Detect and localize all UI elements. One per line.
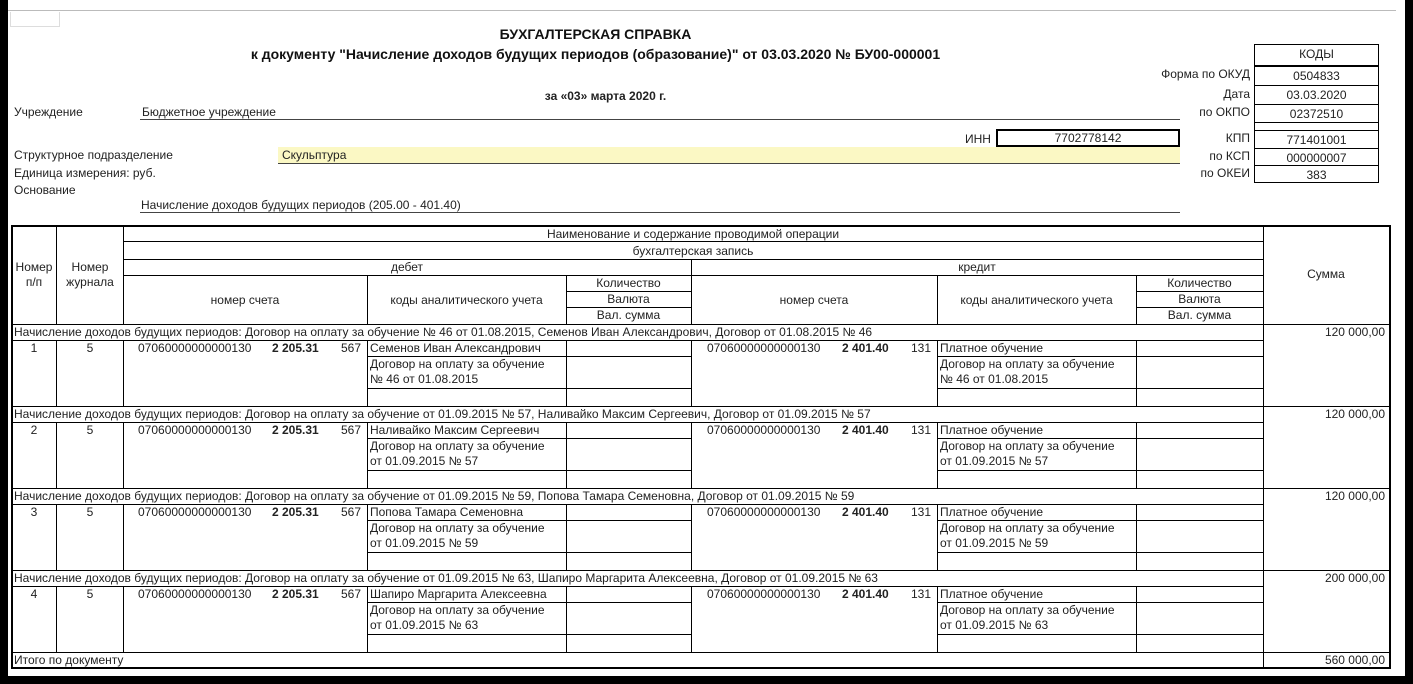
debit-analytic-1: Шапиро Маргарита Алексеевна [370, 587, 547, 601]
credit-analytic-2b: от 01.09.2015 № 63 [940, 618, 1049, 632]
total-sum: 560 000,00 [1324, 653, 1385, 667]
codes-okpo-value: 02372510 [1255, 104, 1378, 123]
debit-analytic-2a: Договор на оплату за обучение [370, 439, 545, 453]
basis-value: Начисление доходов будущих периодов (205.00 - 401.40) [141, 198, 461, 212]
row-sep [1136, 340, 1137, 406]
row-journal: 5 [86, 341, 94, 355]
hdr-debit-currency: Валюта [607, 292, 650, 306]
division-label: Структурное подразделение [14, 148, 173, 162]
debit-analytic-2b: от 01.09.2015 № 57 [370, 454, 479, 468]
row-num: 2 [30, 423, 38, 437]
debit-kosgu: 567 [341, 505, 362, 519]
credit-analytic-1: Платное обучение [940, 505, 1044, 519]
row-sep [566, 504, 567, 570]
debit-analytic-2b: № 46 от 01.08.2015 [370, 372, 479, 386]
debit-analytic-2b: от 01.09.2015 № 59 [370, 536, 479, 550]
group-4 [8, 570, 1405, 652]
credit-analytic-2a: Договор на оплату за обучение [940, 439, 1115, 453]
inn-value: 7702778142 [996, 129, 1180, 147]
debit-analytic-2a: Договор на оплату за обучение [370, 603, 545, 617]
credit-account: 07060000000000130 [707, 587, 821, 601]
row-sep [1263, 324, 1264, 406]
hdr-debit-account: номер счета [210, 293, 280, 307]
row-journal: 5 [86, 587, 94, 601]
credit-kosgu: 131 [911, 587, 932, 601]
group-sum: 120 000,00 [1324, 489, 1385, 503]
debit-account: 07060000000000130 [138, 587, 252, 601]
credit-account: 07060000000000130 [707, 341, 821, 355]
institution-label: Учреждение [14, 105, 83, 119]
debit-account: 07060000000000130 [138, 423, 252, 437]
codes-okpo-label: по ОКПО [1199, 105, 1250, 119]
inn-label: ИНН [965, 132, 991, 146]
row-line [367, 388, 691, 389]
credit-analytic-1: Платное обучение [940, 423, 1044, 437]
hdr-debit-cursum: Вал. сумма [596, 308, 661, 322]
debit-analytic-1: Попова Тамара Семеновна [370, 505, 524, 519]
credit-code: 2 401.40 [842, 423, 889, 437]
report-sheet [8, 0, 1405, 676]
hdr-credit-account: номер счета [779, 293, 849, 307]
row-sep [123, 422, 124, 488]
debit-account: 07060000000000130 [138, 341, 252, 355]
hdr-debit-analytic: коды аналитического учета [390, 293, 543, 307]
hdr-line-debit-credit [123, 275, 1263, 276]
row-sep [937, 504, 938, 570]
hdr-num: Номер п/п [15, 260, 53, 289]
credit-code: 2 401.40 [842, 587, 889, 601]
row-num: 4 [30, 587, 38, 601]
credit-analytic-2b: № 46 от 01.08.2015 [940, 372, 1049, 386]
group-3 [8, 488, 1405, 570]
basis-label: Основание [14, 183, 76, 197]
row-sep [691, 586, 692, 652]
hdr-entry: бухгалтерская запись [632, 244, 754, 258]
hdr-journal: Номер журнала [66, 260, 114, 289]
hdr-credit-cursum: Вал. сумма [1167, 308, 1232, 322]
codes-form-value: 0504833 [1255, 65, 1378, 85]
row-num: 3 [30, 505, 38, 519]
row-journal: 5 [86, 423, 94, 437]
row-line [937, 388, 1263, 389]
operations-table [8, 0, 1405, 676]
row-num: 1 [30, 341, 38, 355]
credit-code: 2 401.40 [842, 341, 889, 355]
row-sep [367, 586, 368, 652]
row-sep [691, 422, 692, 488]
codes-okei-value: 383 [1255, 165, 1378, 184]
hdr-credit-qty: Количество [1167, 276, 1232, 290]
report-date: за «03» марта 2020 г. [544, 89, 667, 103]
debit-code: 2 205.31 [272, 341, 319, 355]
codes-kpp-value: 771401001 [1255, 130, 1378, 149]
row-sep [123, 340, 124, 406]
group-title: Начисление доходов будущих периодов: Договор на оплату за обучение от 01.09.2015 № 63, Шапиро Маргарита Алексеевна, Договор от 01.09.2015 № 63 [14, 571, 878, 585]
hdr-sum: Сумма [1307, 267, 1345, 281]
group-sum: 120 000,00 [1324, 407, 1385, 421]
codes-kpp-label: КПП [1225, 131, 1250, 145]
credit-analytic-2a: Договор на оплату за обучение [940, 357, 1115, 371]
hdr-credit-currency: Валюта [1178, 292, 1221, 306]
row-sep [123, 504, 124, 570]
unit-label: Единица измерения: руб. [14, 166, 156, 180]
group-title: Начисление доходов будущих периодов: Договор на оплату за обучение № 46 от 01.08.2015, Семенов Иван Александрович, Договор от 01.08.2015 № 46 [14, 325, 873, 339]
credit-analytic-2a: Договор на оплату за обучение [940, 603, 1115, 617]
row-sep [123, 586, 124, 652]
table-bottom-border [11, 667, 1391, 669]
group-title: Начисление доходов будущих периодов: Договор на оплату за обучение от 01.09.2015 № 57, Наливайко Максим Сергеевич, Договор от 01.09.2015 № 57 [14, 407, 871, 421]
debit-analytic-1: Наливайко Максим Сергеевич [370, 423, 540, 437]
debit-analytic-2b: от 01.09.2015 № 63 [370, 618, 479, 632]
credit-analytic-2b: от 01.09.2015 № 59 [940, 536, 1049, 550]
row-sep [367, 422, 368, 488]
row-sep [937, 422, 938, 488]
credit-kosgu: 131 [911, 341, 932, 355]
credit-kosgu: 131 [911, 423, 932, 437]
row-line [367, 552, 691, 553]
credit-code: 2 401.40 [842, 505, 889, 519]
row-line [367, 470, 691, 471]
debit-analytic-2a: Договор на оплату за обучение [370, 521, 545, 535]
hdr-debit-qty: Количество [596, 276, 661, 290]
debit-kosgu: 567 [341, 587, 362, 601]
group-title: Начисление доходов будущих периодов: Договор на оплату за обучение от 01.09.2015 № 59, Попова Тамара Семеновна, Договор от 01.09.2015 № 59 [14, 489, 855, 503]
row-line [937, 634, 1263, 635]
report-title: БУХГАЛТЕРСКАЯ СПРАВКА [499, 26, 692, 42]
group-sum: 200 000,00 [1324, 571, 1385, 585]
debit-kosgu: 567 [341, 341, 362, 355]
hdr-credit: кредит [958, 260, 996, 274]
debit-code: 2 205.31 [272, 423, 319, 437]
credit-account: 07060000000000130 [707, 505, 821, 519]
row-sep [1136, 504, 1137, 570]
debit-analytic-2a: Договор на оплату за обучение [370, 357, 545, 371]
hdr-operation: Наименование и содержание проводимой операции [546, 227, 840, 241]
row-sep [1263, 488, 1264, 570]
credit-analytic-2b: от 01.09.2015 № 57 [940, 454, 1049, 468]
row-sep [691, 504, 692, 570]
row-line [367, 634, 691, 635]
codes-form-label: Форма по ОКУД [1161, 67, 1250, 81]
row-line [937, 470, 1263, 471]
row-sep [566, 586, 567, 652]
total-label: Итого по документу [14, 653, 124, 667]
codes-ksp-label: по КСП [1209, 149, 1250, 163]
group-2 [8, 406, 1405, 488]
report-subtitle: к документу "Начисление доходов будущих периодов (образование)" от 03.03.2020 № БУ00-000001 [250, 46, 941, 62]
row-sep [1263, 406, 1264, 488]
group-sum: 120 000,00 [1324, 325, 1385, 339]
debit-code: 2 205.31 [272, 587, 319, 601]
institution-value: Бюджетное учреждение [142, 105, 276, 119]
row-sep [937, 340, 938, 406]
row-sep [1136, 586, 1137, 652]
hdr-debit: дебет [390, 260, 424, 274]
row-sep [566, 422, 567, 488]
row-sep [566, 340, 567, 406]
row-sep [367, 340, 368, 406]
row-sep [367, 504, 368, 570]
credit-kosgu: 131 [911, 505, 932, 519]
debit-account: 07060000000000130 [138, 505, 252, 519]
row-sep [691, 340, 692, 406]
row-line [937, 552, 1263, 553]
codes-date-value: 03.03.2020 [1255, 85, 1378, 104]
codes-ksp-value: 000000007 [1255, 148, 1378, 167]
debit-analytic-1: Семенов Иван Александрович [370, 341, 541, 355]
codes-date-label: Дата [1223, 87, 1250, 101]
credit-analytic-1: Платное обучение [940, 341, 1044, 355]
credit-account: 07060000000000130 [707, 423, 821, 437]
row-journal: 5 [86, 505, 94, 519]
row-sep [1263, 570, 1264, 652]
group-bottom [11, 652, 1391, 653]
debit-code: 2 205.31 [272, 505, 319, 519]
codes-okei-label: по ОКЕИ [1200, 166, 1250, 180]
credit-analytic-2a: Договор на оплату за обучение [940, 521, 1115, 535]
credit-analytic-1: Платное обучение [940, 587, 1044, 601]
group-1 [8, 324, 1405, 406]
row-sep [1136, 422, 1137, 488]
row-sep [937, 586, 938, 652]
hdr-credit-analytic: коды аналитического учета [960, 293, 1113, 307]
division-text: Скульптура [282, 148, 347, 162]
codes-title: КОДЫ [1299, 47, 1334, 61]
debit-kosgu: 567 [341, 423, 362, 437]
